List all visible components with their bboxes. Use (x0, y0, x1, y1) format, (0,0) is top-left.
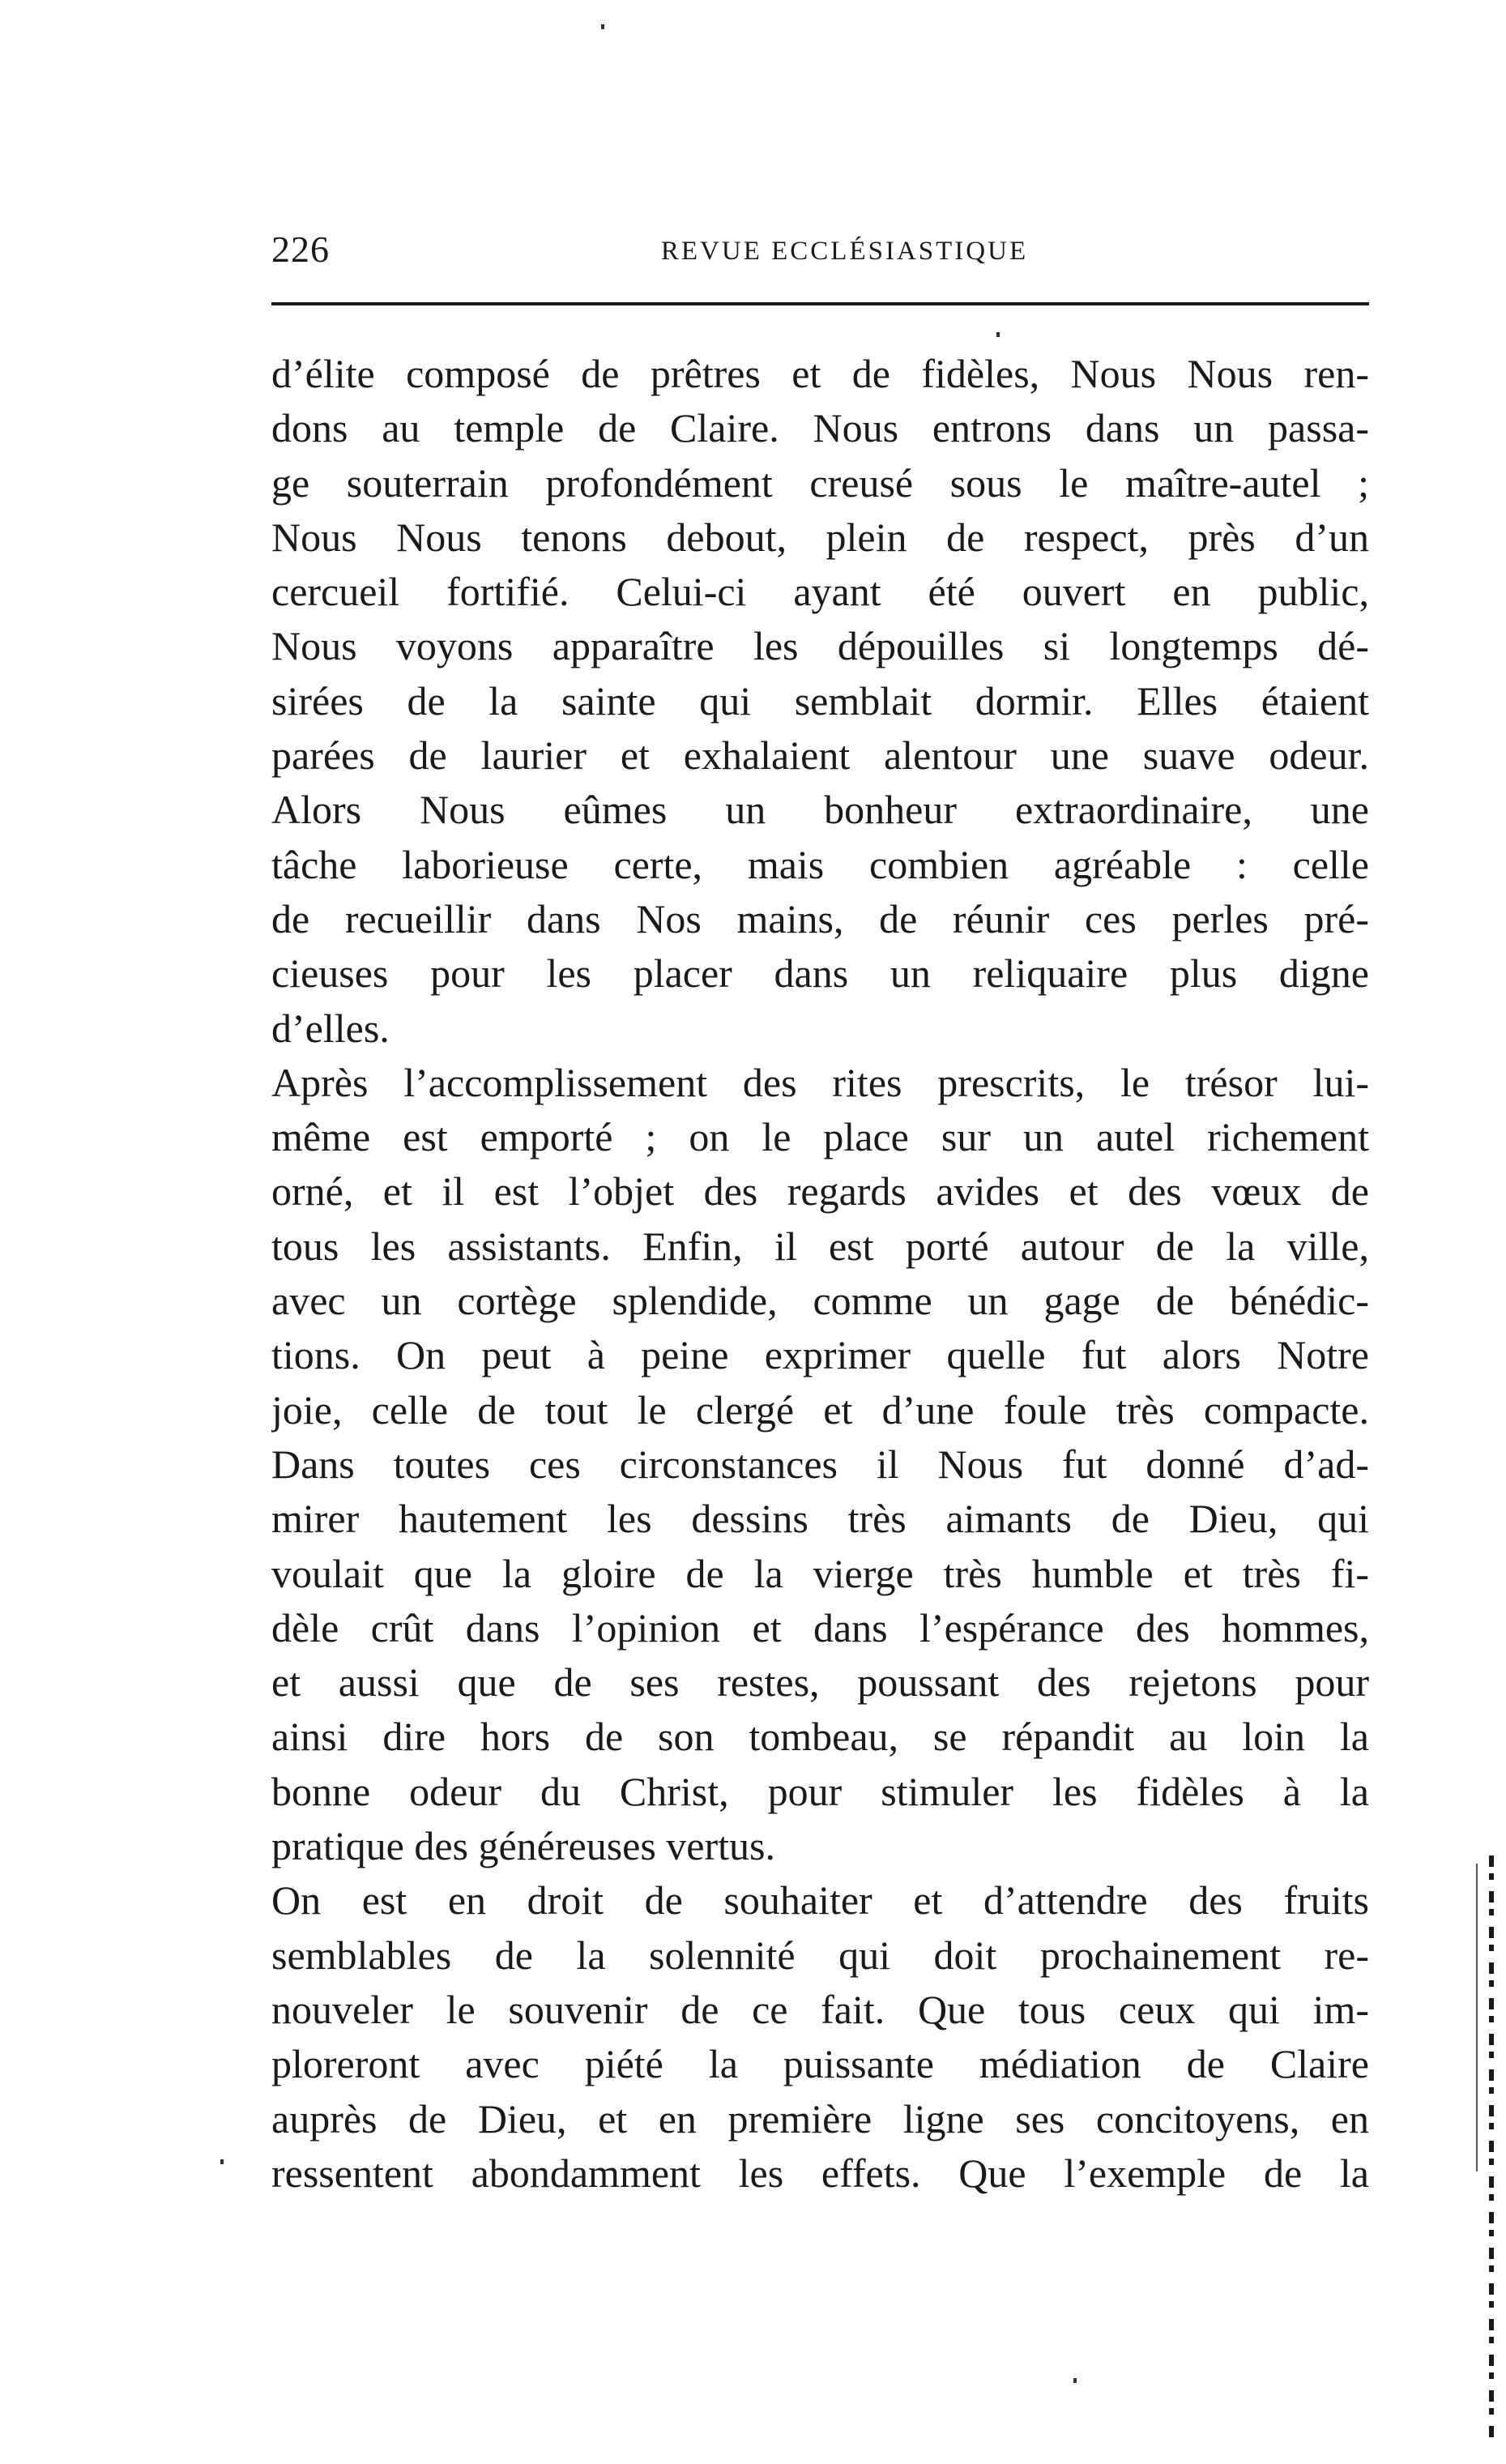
text-line: ressentent abondamment les effets. Que l’exemple de la (271, 2150, 1369, 2196)
scan-edge-mark (1489, 1855, 1494, 2439)
text-line: cieuses pour les placer dans un reliquaire plus digne (271, 950, 1369, 997)
text-line: de recueillir dans Nos mains, de réunir ces perles pré- (271, 895, 1369, 942)
text-line: parées de laurier et exhalaient alentour une suave odeur. (271, 732, 1369, 779)
text-line: bonne odeur du Christ, pour stimuler les fidèles à la (271, 1768, 1369, 1814)
running-title: REVUE ECCLÉSIASTIQUE (660, 237, 1029, 266)
text-line: semblables de la solennité qui doit prochainement re- (271, 1932, 1369, 1978)
scan-edge-line (1476, 1864, 1478, 2171)
text-line: Dans toutes ces circonstances il Nous fut donné d’ad- (271, 1441, 1369, 1487)
text-line: cercueil fortifié. Celui-ci ayant été ouvert en public, (271, 569, 1369, 615)
text-line: ge souterrain profondément creusé sous le maître-autel ; (271, 459, 1369, 506)
text-line: dèle crût dans l’opinion et dans l’espérance des hommes, (271, 1604, 1369, 1650)
text-line: auprès de Dieu, et en première ligne ses concitoyens, en (271, 2095, 1369, 2142)
text-line: d’élite composé de prêtres et de fidèles, Nous Nous ren- (271, 351, 1369, 396)
text-line: même est emporté ; on le place sur un autel richement (271, 1114, 1369, 1160)
scan-speck (996, 332, 1000, 337)
text-line: d’elles. (271, 1005, 390, 1051)
text-line: Alors Nous eûmes un bonheur extraordinaire, une (271, 787, 1369, 833)
text-line: orné, et il est l’objet des regards avides et des vœux de (271, 1168, 1369, 1215)
text-line: dons au temple de Claire. Nous entrons dans un passa- (271, 405, 1369, 451)
text-line: joie, celle de tout le clergé et d’une foule très compacte. (271, 1386, 1369, 1433)
running-head (271, 225, 1369, 274)
text-line: Nous voyons apparaître les dépouilles si longtemps dé- (271, 623, 1369, 669)
text-line: mirer hautement les dessins très aimants de Dieu, qui (271, 1496, 1369, 1542)
text-line: tous les assistants. Enfin, il est porté autour de la ville, (271, 1223, 1369, 1269)
header-rule (271, 302, 1369, 305)
text-line: sirées de la sainte qui semblait dormir. Elles étaient (271, 677, 1369, 724)
text-line: Nous Nous tenons debout, plein de respect, près d’un (271, 514, 1369, 560)
scan-speck (1073, 2378, 1077, 2383)
text-line: avec un cortège splendide, comme un gage de bénédic- (271, 1278, 1369, 1324)
text-line: et aussi que de ses restes, poussant des rejetons pour (271, 1659, 1369, 1706)
text-line: voulait que la gloire de la vierge très humble et très fi- (271, 1550, 1369, 1596)
scan-speck (220, 2159, 224, 2164)
text-line: Après l’accomplissement des rites prescrits, le trésor lui- (271, 1059, 1369, 1105)
text-line: nouveler le souvenir de ce fait. Que tous ceux qui im- (271, 1986, 1369, 2032)
text-line: pratique des généreuses vertus. (271, 1823, 775, 1869)
text-line: ploreront avec piété la puissante médiation de Claire (271, 2041, 1369, 2087)
text-line: tions. On peut à peine exprimer quelle fut alors Notre (271, 1332, 1369, 1378)
text-line: ainsi dire hors de son tombeau, se répandit au loin la (271, 1714, 1369, 1760)
scan-speck (601, 24, 604, 29)
page-number: 226 (271, 228, 330, 270)
body-text (271, 347, 1369, 2201)
text-line: On est en droit de souhaiter et d’attendre des fruits (271, 1877, 1369, 1924)
text-line: tâche laborieuse certe, mais combien agréable : celle (271, 841, 1369, 887)
